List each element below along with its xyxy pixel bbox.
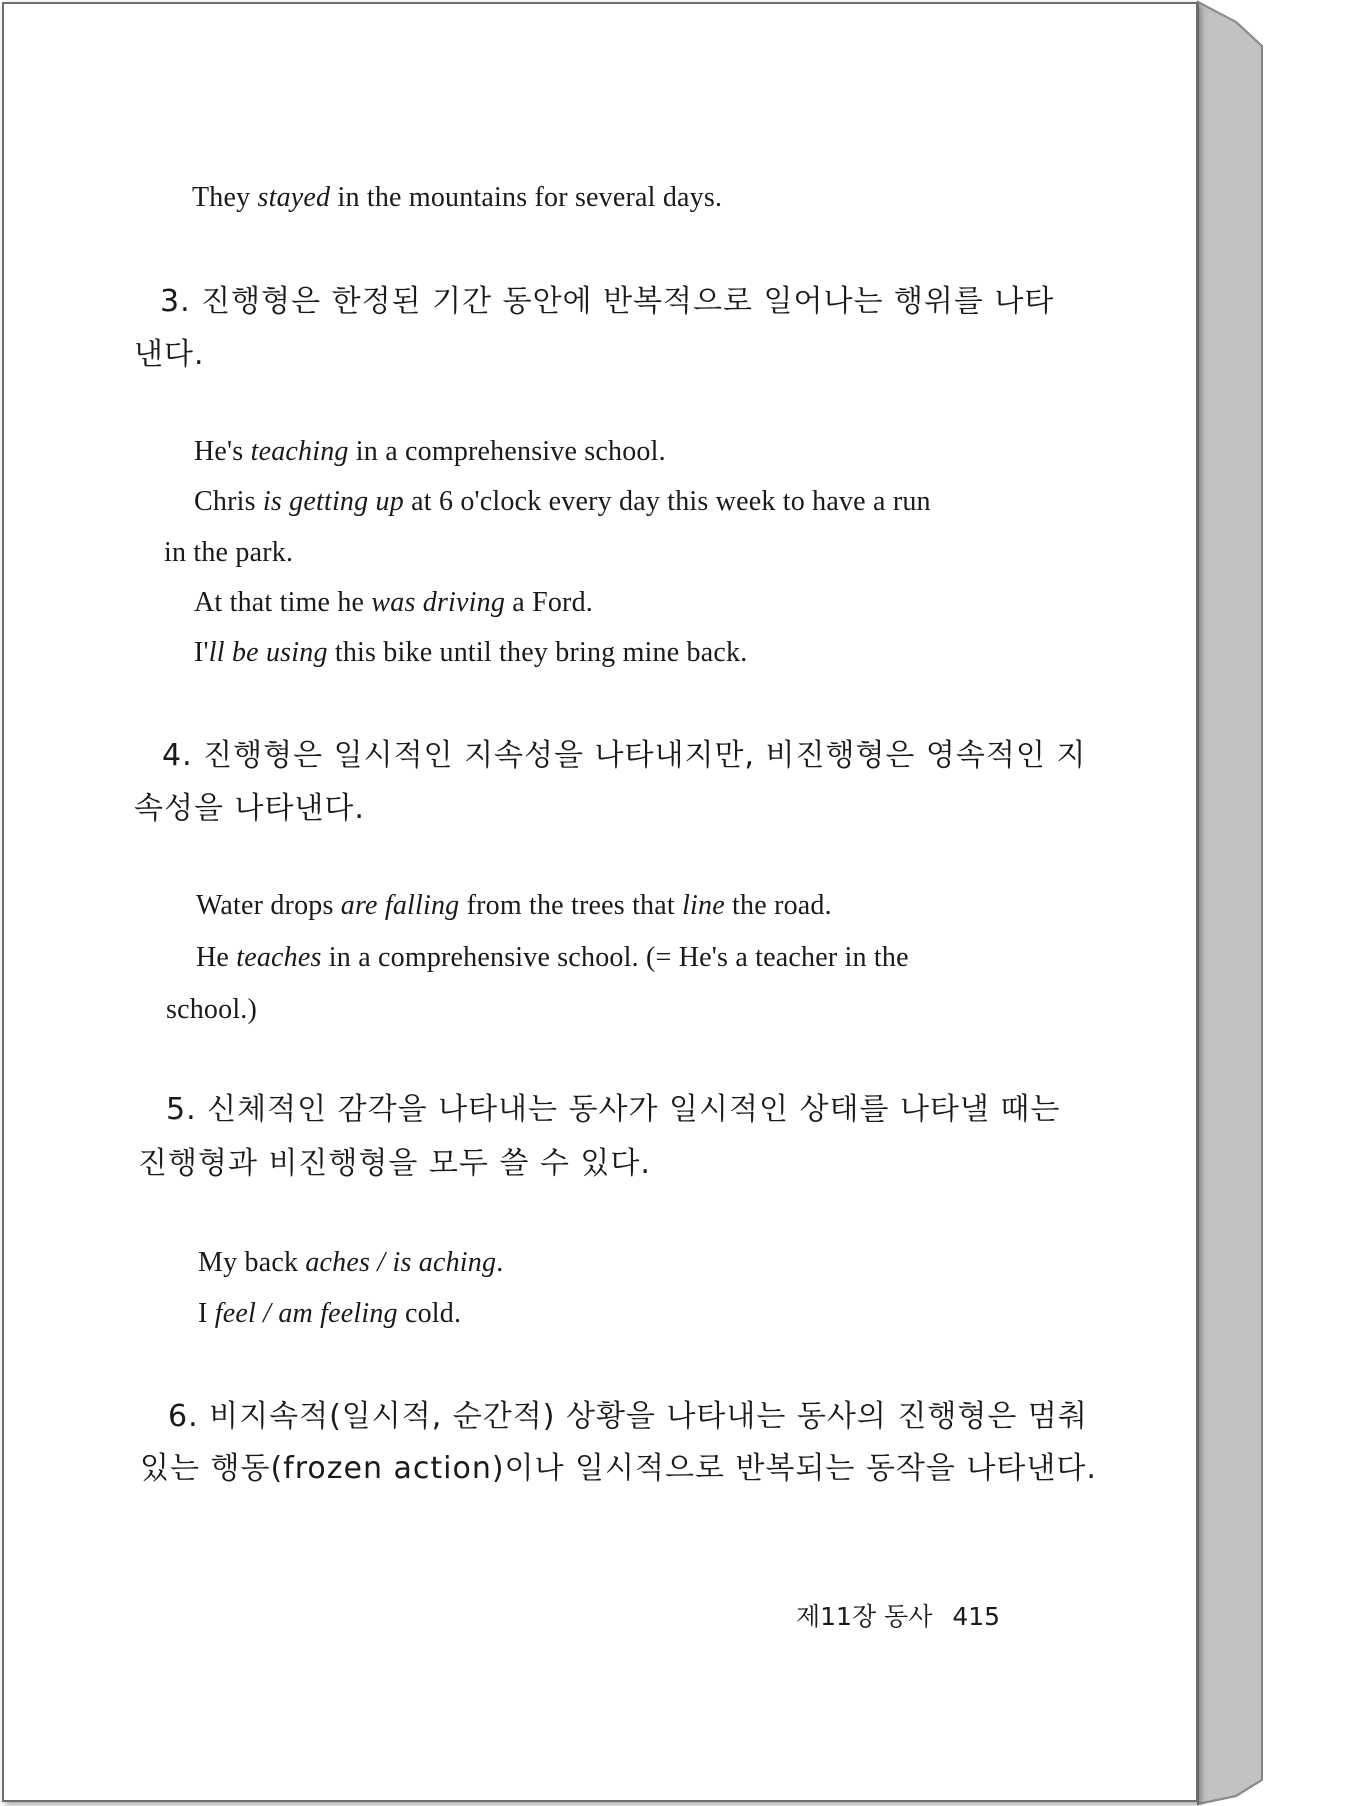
footer-folio [796,1604,1000,1629]
book-page [2,2,1198,1802]
section-3-heading-cont: 낸다. [134,337,205,372]
example-line: I feel / am feeling cold. [198,1298,462,1329]
section-4-heading: 4. 진행형은 일시적인 지속성을 나타내지만, 비진행형은 영속적인 지 [162,738,1087,773]
example-line: At that time he was driving a Ford. [194,587,593,618]
example-line: He's teaching in a comprehensive school. [194,436,666,467]
example-line: My back aches / is aching. [198,1247,504,1278]
footer-chapter: 제11장 동사 [796,1602,933,1631]
example-line-cont: school.) [166,994,258,1025]
example-line: Chris is getting up at 6 o'clock every day this week to have a run [194,486,931,517]
footer-page-number: 415 [952,1602,1001,1631]
example-line: They stayed in the mountains for several days. [192,182,723,213]
section-3-heading: 3. 진행형은 한정된 기간 동안에 반복적으로 일어나는 행위를 나타 [160,284,1055,319]
example-line-cont: in the park. [164,537,294,568]
example-line: Water drops are falling from the trees that line the road. [196,890,832,921]
section-6-heading-cont: 있는 행동(frozen action)이나 일시적으로 반복되는 동작을 나타낸다. [140,1451,1097,1486]
section-5-heading-cont: 진행형과 비진행형을 모두 쓸 수 있다. [138,1146,651,1181]
example-line: I'll be using this bike until they bring mine back. [194,637,748,668]
section-5-heading: 5. 신체적인 감각을 나타내는 동사가 일시적인 상태를 나타낼 때는 [166,1092,1061,1127]
section-4-heading-cont: 속성을 나타낸다. [134,791,365,826]
example-line: He teaches in a comprehensive school. (= He's a teacher in the [196,942,909,973]
section-6-heading: 6. 비지속적(일시적, 순간적) 상황을 나타내는 동사의 진행형은 멈춰 [168,1399,1088,1434]
